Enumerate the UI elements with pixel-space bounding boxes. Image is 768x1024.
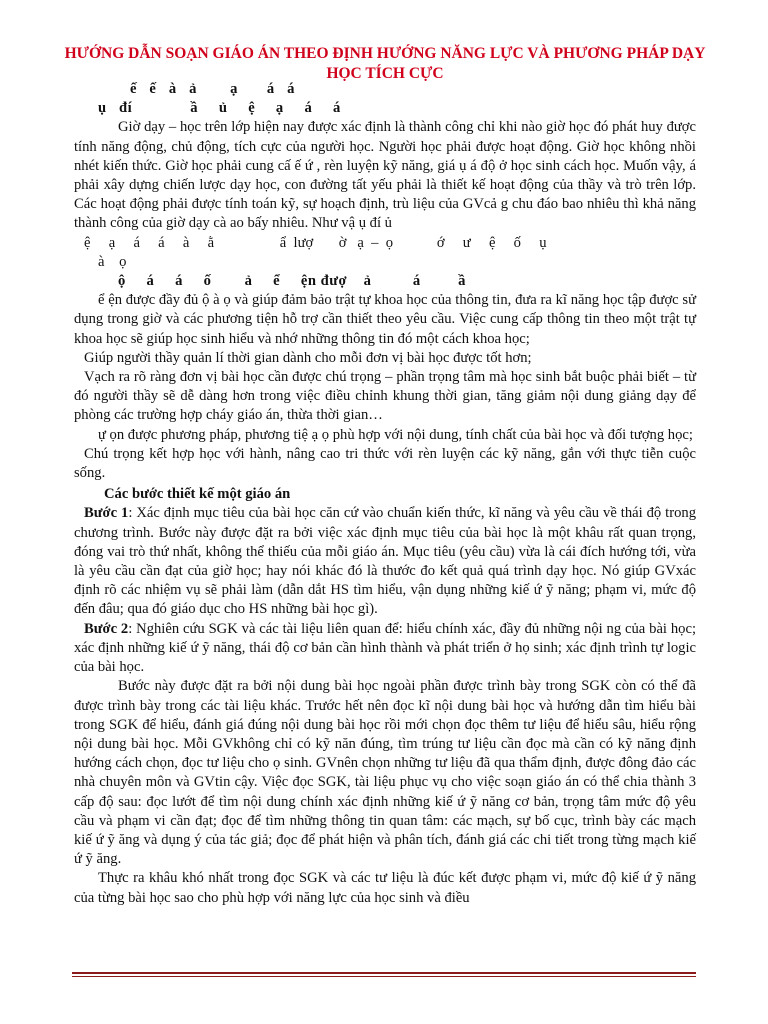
- footer-rule-thin: [72, 976, 696, 977]
- step-2-paragraph: [74, 620, 696, 678]
- step-1-label: Bước 1: [84, 505, 129, 522]
- garbled-text-line: ộ á á ố ả ể ện đượ ả á ầ: [118, 273, 466, 290]
- paragraph: ể ện được đầy đủ ộ à ọ và giúp đảm bảo trật tự khoa học của thông tin, đưa ra kĩ năng học tập được sử dụng trong giờ và các phương tiện hỗ trợ cần thiết theo yêu cầu. Việc cung cấp thông tin theo một trật tự khoa học sẽ giúp học sinh hiểu và nhớ những thông tin đó một cách khoa học;: [74, 292, 696, 347]
- step-2-text: : Nghiên cứu SGK và các tài liệu liên quan để: hiểu chính xác, đầy đủ những nội ng của bài học; xác định những kiế ứ ỹ năng, thái độ cơ bản cần hình thành và phát triển ở họ sinh; xác định trình tự logic của bài học.: [74, 620, 696, 676]
- garbled-heading-line: ụ đí ầ ủ ệ ạ á á: [98, 100, 341, 117]
- garbled-heading-line: ế ế à ả ạ á á: [130, 81, 295, 97]
- footer-rule: [72, 972, 696, 974]
- paragraph: Vạch ra rõ ràng đơn vị bài học cần được chú trọng – phần trọng tâm mà học sinh bắt buộc phải biết – từ đó người thầy sẽ dễ dàng hơn trong việc điều chỉnh khung thời gian, tăng giảm nội dung giảng dạy để phòng các trường hợp cháy giáo án, thừa thời gian…: [74, 369, 696, 424]
- step-1-paragraph: [74, 504, 696, 619]
- paragraph: Chú trọng kết hợp học với hành, nâng cao tri thức với rèn luyện các kỹ năng, gắn với thực tiễn cuộc sống.: [74, 445, 696, 482]
- paragraph: Thực ra khâu khó nhất trong đọc SGK và các tư liệu là đúc kết được phạm vi, mức độ kiế ứ ỹ năng của từng bài học sao cho phù hợp với năng lực của học sinh và điều: [74, 870, 696, 906]
- garbled-text-line: ệ ạ á á à ằ ẩ lượ ờ ạ – ọ ớ ư ệ ố ụ: [84, 234, 547, 251]
- document-body: [74, 80, 696, 908]
- paragraph: Giờ dạy – học trên lớp hiện nay được xác định là thành công chỉ khi nào giờ học đó phát huy được tính năng động, chủ động, tích cực của người học. Người học phải được hoạt động. Giờ học không nhồi nhét kiến thức. Giờ học phải cung cấ ế ứ , rèn luyện kỹ năng, giá ụ á độ ở học sinh cách học. Muốn vậy, á phải xây dựng chiến lược dạy học, con đường tất yếu phải là thiết kế hoạt động của thầy và trò trên lớp. Các hoạt động phải được tính toán kỹ, sự hoạch định, trù liệu của GVcả g chu đáo bao nhiêu thì khả năng thành công của giờ dạy cà ao bấy nhiêu. Như vậ ụ đí ủ: [74, 119, 696, 232]
- paragraph: Bước này được đặt ra bởi nội dung bài học ngoài phần được trình bày trong SGK còn có thể đã được trình bày trong các tài liệu khác. Trước hết nên đọc kĩ nội dung bài học và hướng dẫn tìm hiểu bài trong SGK để hiểu, đánh giá đúng nội dung bài học rồi mới chọn đọc thêm tư liệu để hiểu sâu, hiểu rộng nội dung bài học. Mỗi GVkhông chỉ có kỹ năn đúng, tìm trúng tư liệu cần đọc mà cần có kỹ năng định hướng cách chọn, đọc tư liệu cho ọ sinh. GVnên chọn những tư liệu đã qua thẩm định, được đông đảo các nhà chuyên môn và GVtin cậy. Việc đọc SGK, tài liệu phục vụ cho việc soạn giáo án có thể chia thành 3 cấp độ sau: đọc lướt để tìm nội dung chính xác định những kiế ứ ỹ năng cơ bản, trọng tâm mức độ yêu cầu và phạm vi cần đạt; đọc để tìm những thông tin quan tâm: các mạch, sự bố cục, trình bày các mạch kiế ứ ỹ ăng và dụng ý của tác giả; đọc để phát hiện và phân tích, đánh giá các chi tiết trong từng mạch kiế ứ ỹ ăng.: [74, 678, 696, 868]
- paragraph: Giúp người thầy quản lí thời gian dành cho mỗi đơn vị bài học được tốt hơn;: [84, 349, 532, 366]
- paragraph: ự ọn được phương pháp, phương tiệ ạ ọ phù hợp với nội dung, tính chất của bài học và đối tượng học;: [98, 426, 693, 443]
- step-1-text: : Xác định mục tiêu của bài học căn cứ vào chuẩn kiến thức, kĩ năng và yêu cầu về thái độ trong chương trình. Bước này được đặt ra bởi việc xác định mục tiêu của bài học là một khâu rất quan trọng, đóng vai trò thứ nhất, không thể thiếu của mỗi giáo án. Mục tiêu (yêu cầu) vừa là cái đích hướng tới, vừa là yêu cầu cần đạt của giờ học; hay nói khác đó là thước đo kết quả quá trình dạy học. Nó giúp GVxác định rõ các nhiệm vụ sẽ phải làm (dẫn dắt HS tìm hiểu, vận dụng những kiế ứ ỹ năng; phạm vi, mức độ đến đâu; qua đó giáo dục cho HS những bài học gì).: [74, 505, 696, 618]
- step-2-label: Bước 2: [84, 620, 129, 637]
- section-heading: Các bước thiết kế một giáo án: [104, 486, 291, 503]
- garbled-text-line: à ọ: [98, 253, 127, 270]
- page-title: HƯỚNG DẪN SOẠN GIÁO ÁN THEO ĐỊNH HƯỚNG NĂNG LỰC VÀ PHƯƠNG PHÁP DẠY HỌC TÍCH CỰC: [64, 45, 706, 82]
